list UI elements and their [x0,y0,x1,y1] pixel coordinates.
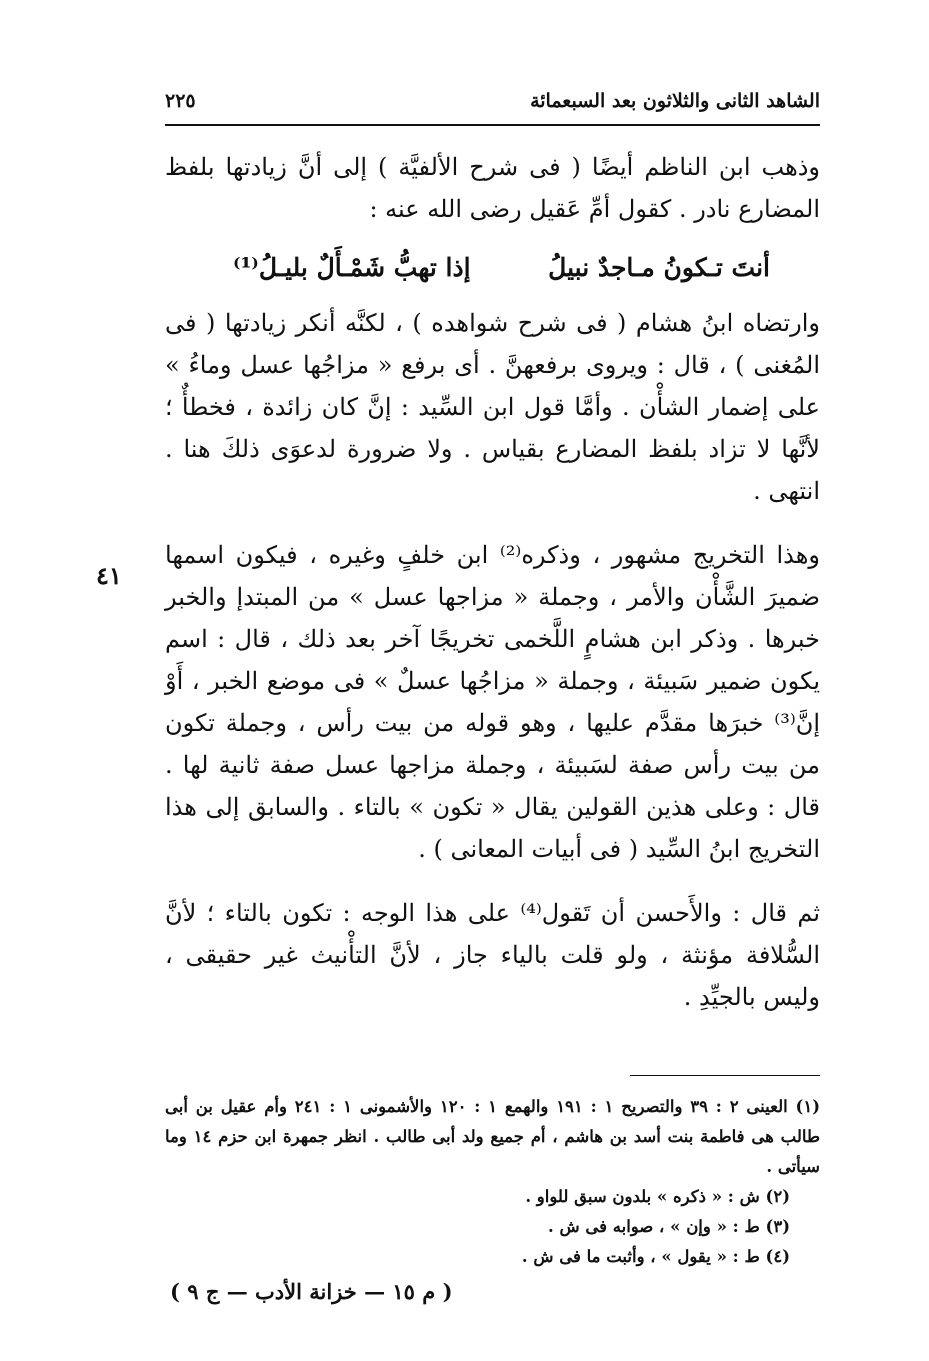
paragraph-gap [165,512,820,534]
running-title: الشاهد الثانى والثلاثون بعد السبعمائة [530,90,820,112]
verse-hemistich-first: أنتَ تـكونُ مـاجدٌ نبيلُ [548,253,770,282]
paragraph: وذهب ابن الناظم أيضًا ( فى شرح الألفيَّة ) إلى أنَّ زيادتها بلفظ المضارع نادر . كقول أمِّ عَقيل رضى الله عنه : [165,153,820,223]
poetry-verse [165,230,820,302]
margin-number: ٤١ [96,561,122,590]
paragraph: وهذا التخريج مشهور ، وذكره⁽²⁾ ابن خلفٍ وغيره ، فيكون اسمها ضميرَ الشَّأْن والأمر ، وجملة « مزاجها عسل » من المبتدإ والخبر خبرها . وذكر ابن هشامٍ اللَّخمى تخريجًا آخر بعد ذلك ، قال : اسم يكون ضمير سَبيئة ، وجملة « مزاجُها عسلٌ » فى موضع الخبر ، أَوْ إنَّ⁽³⁾ خبرَها مقدَّم عليها ، وهو قوله من بيت رأس ، وجملة تكون من بيت رأس صفة لسَبيئة ، وجملة مزاجها عسل صفة ثانية لها . قال : وعلى هذين القولين يقال « تكون » بالتاء . والسابق إلى هذا التخريج ابنُ السِّيد ( فى أبيات المعانى ) . [165,541,820,863]
footnote: (٤) ط : « يقول » ، وأثبت ما فى ش . [521,1247,790,1266]
footnotes [165,1092,820,1272]
paragraph: وارتضاه ابنُ هشام ( فى شرح شواهده ) ، لكنَّه أنكر زيادتها ( فى المُغنى ) ، قال : ويروى برفعهنَّ . أى برفع « مزاجُها عسل وماءُ » على إضمار الشأْن . وأمَّا قول ابن السِّيد : إنَّ كان زائدة ، فخطأٌ ؛ لأنَّها لا تزاد بلفظ المضارع بقياس . ولا ضرورة لدعوَى ذلكَ هنا . انتهى . [165,309,820,505]
main-text [165,146,820,1018]
footnote: (٢) ش : « ذكره » بلدون سبق للواو . [525,1187,790,1206]
verse-hemistich-second: إذا تهبُّ شَمْـأَلٌ بليـلُ⁽¹⁾ [233,253,471,282]
footnote-divider [630,1075,820,1076]
paragraph-gap [165,870,820,892]
page-header [165,88,820,126]
footnote: (٣) ط : « وإن » ، صوابه فى ش . [548,1217,790,1236]
paragraph: ثم قال : والأَحسن أن تَقول⁽⁴⁾ على هذا الوجه : تكون بالتاء ؛ لأنَّ السُّلافة مؤنثة ، ولو قلت بالياء جاز ، لأنَّ التأْنيث غير حقيقى ، وليس بالجيِّدِ . [165,899,821,1011]
page-number: ٢٢٥ [165,90,196,112]
footnote: (١) العينى ٢ : ٣٩ والتصريح ١ : ١٩١ والهمع ١ : ١٢٠ والأشمونى ١ : ٢٤١ وأم عقيل بن أبى طالب هى فاطمة بنت أسد بن هاشم ، أم جميع ولد أبى طالب . انظر جمهرة ابن حزم ١٤ وما سيأتى . [165,1097,821,1176]
printer-signature: ( م ١٥ — خزانة الأدب — ج ٩ ) [170,1279,453,1304]
